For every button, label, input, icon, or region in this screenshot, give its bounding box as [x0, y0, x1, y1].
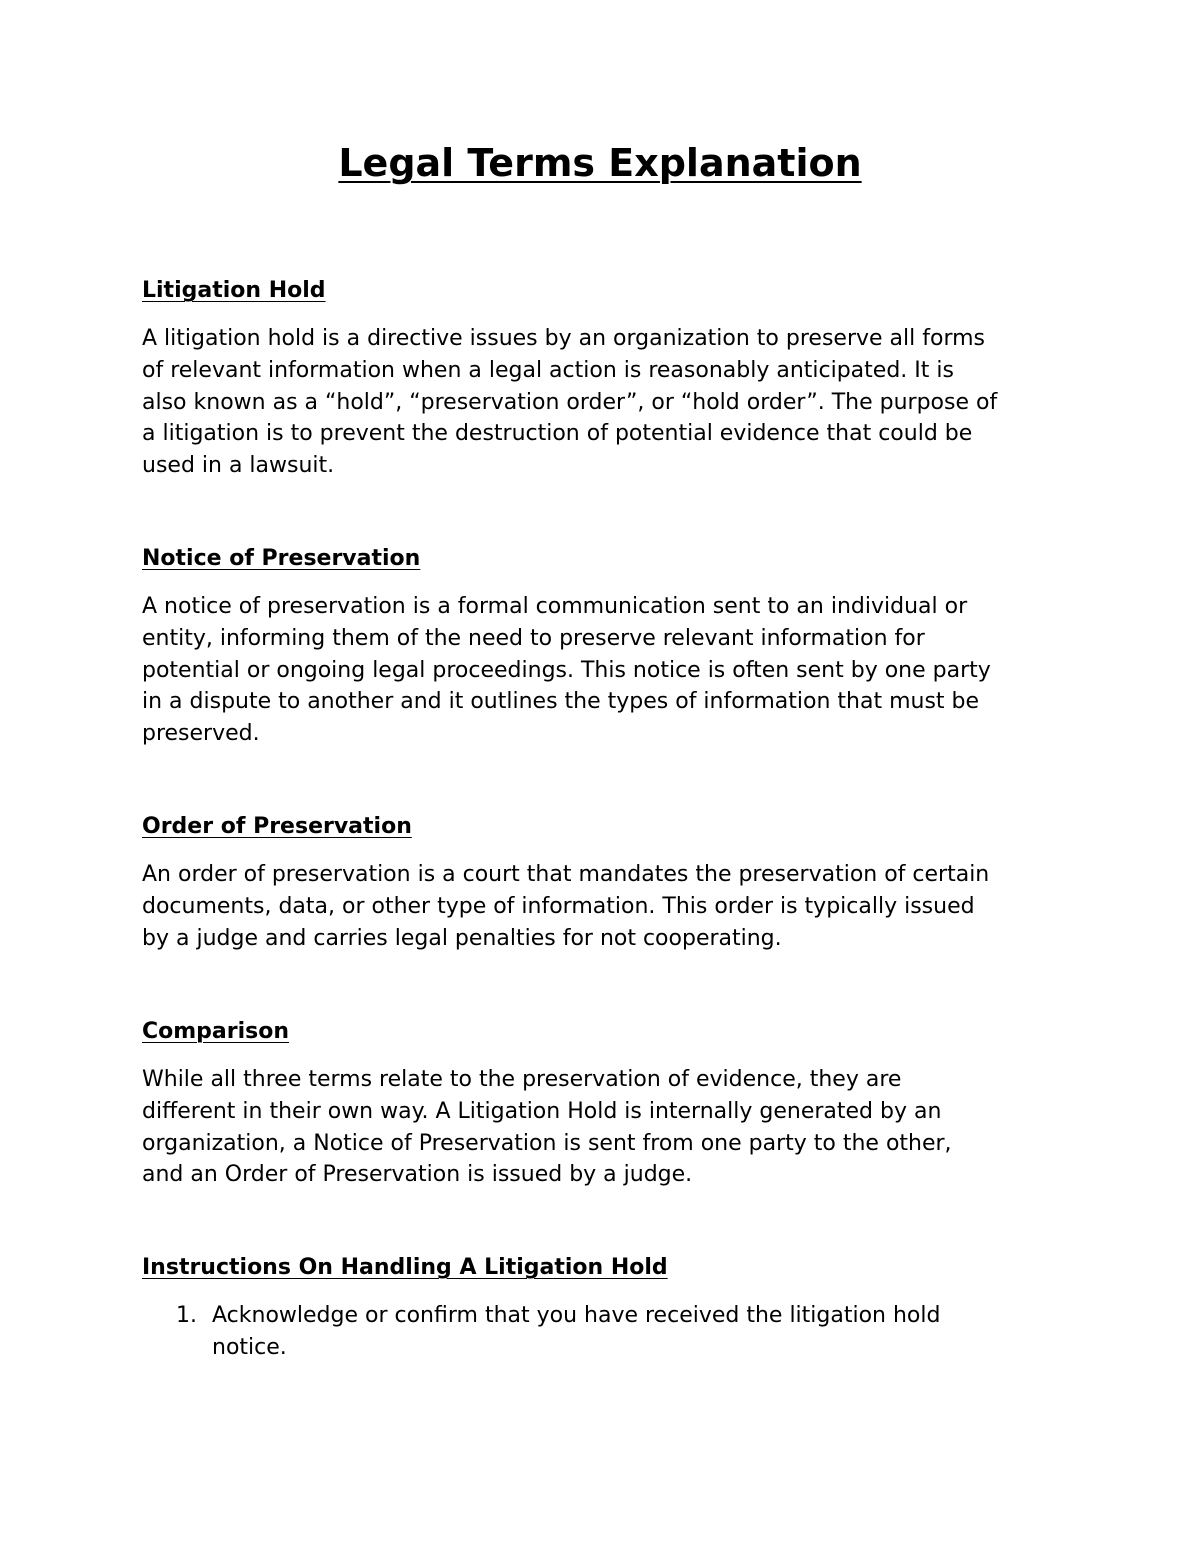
list-item-text — [212, 1300, 1072, 1364]
section-body-litigation-hold — [142, 323, 1072, 482]
section-heading-instructions: Instructions On Handling A Litigation Hold — [142, 1255, 668, 1280]
text-line: organization, a Notice of Preservation is sent from one party to the other, — [142, 1130, 952, 1156]
text-line: also known as a “hold”, “preservation order”, or “hold order”. The purpose of — [142, 389, 998, 415]
text-line: notice. — [212, 1334, 287, 1360]
document-title: Legal Terms Explanation — [338, 141, 862, 185]
section-heading-order-of-preservation: Order of Preservation — [142, 814, 412, 839]
text-line: and an Order of Preservation is issued by a judge. — [142, 1162, 693, 1188]
text-line: different in their own way. A Litigation Hold is internally generated by an — [142, 1098, 942, 1124]
text-line: While all three terms relate to the preservation of evidence, they are — [142, 1067, 902, 1092]
text-line: used in a lawsuit. — [142, 453, 335, 479]
section-heading-comparison: Comparison — [142, 1019, 290, 1044]
text-line: A notice of preservation is a formal communication sent to an individual or — [142, 594, 968, 619]
text-line: entity, informing them of the need to preserve relevant information for — [142, 625, 925, 651]
section-heading-litigation-hold: Litigation Hold — [142, 278, 326, 303]
section-body-comparison — [142, 1064, 1072, 1191]
section-body-order-of-preservation — [142, 859, 1072, 954]
text-line: potential or ongoing legal proceedings. This notice is often sent by one party — [142, 657, 991, 683]
text-line: A litigation hold is a directive issues by an organization to preserve all forms — [142, 326, 985, 351]
text-line: by a judge and carries legal penalties for not cooperating. — [142, 925, 782, 951]
text-line: documents, data, or other type of information. This order is typically issued — [142, 893, 975, 919]
text-line: preserved. — [142, 721, 260, 747]
text-line: a litigation is to prevent the destruction of potential evidence that could be — [142, 421, 973, 447]
text-line: in a dispute to another and it outlines the types of information that must be — [142, 689, 980, 715]
text-line: of relevant information when a legal action is reasonably anticipated. It is — [142, 357, 954, 383]
text-line: An order of preservation is a court that mandates the preservation of certain — [142, 862, 990, 887]
section-heading-notice-of-preservation: Notice of Preservation — [142, 546, 421, 571]
list-item-number: 1. — [176, 1303, 197, 1328]
text-line: Acknowledge or confirm that you have received the litigation hold — [212, 1303, 941, 1328]
section-body-notice-of-preservation — [142, 591, 1072, 750]
